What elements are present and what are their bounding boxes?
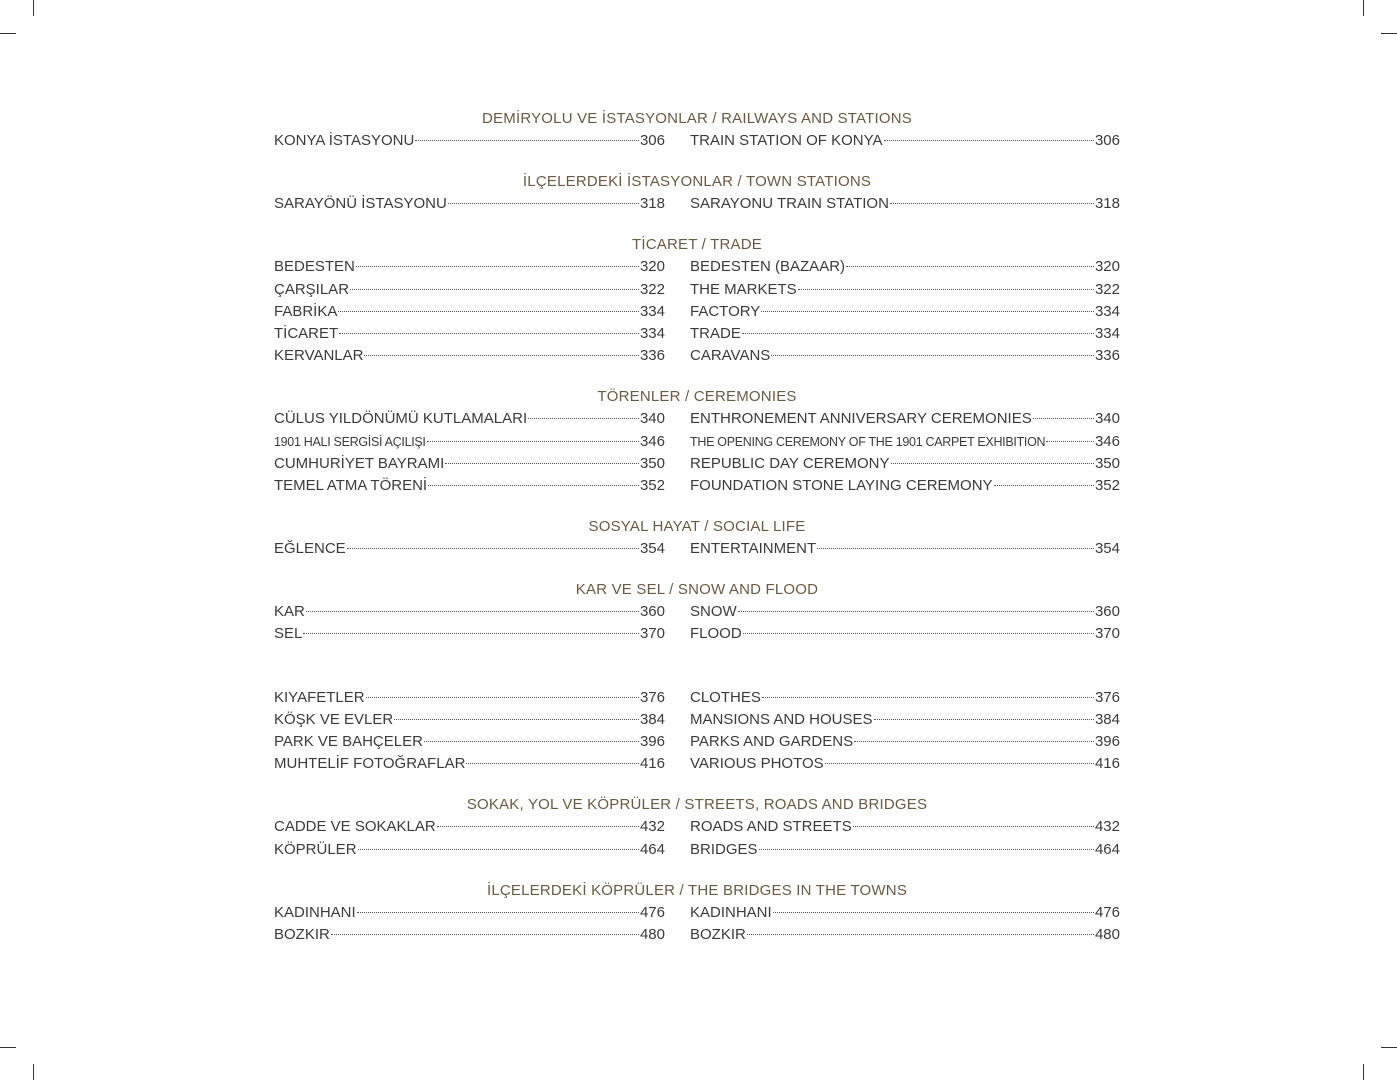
toc-section bbox=[274, 386, 1120, 497]
entry-label: CLOTHES bbox=[690, 688, 761, 706]
entry-label: ÇARŞILAR bbox=[274, 280, 350, 298]
dot-leader bbox=[759, 848, 1094, 850]
page-number: 416 bbox=[639, 755, 665, 773]
page-number: 318 bbox=[639, 195, 665, 213]
page-number: 384 bbox=[639, 710, 665, 728]
entry-label: KERVANLAR bbox=[274, 347, 364, 365]
toc-row bbox=[274, 538, 1120, 560]
dot-leader bbox=[994, 484, 1094, 486]
section-heading bbox=[274, 665, 1120, 687]
dot-leader bbox=[331, 933, 639, 935]
entry-label: PARK VE BAHÇELER bbox=[274, 733, 423, 750]
toc-row bbox=[274, 453, 1120, 475]
toc-entry-turkish bbox=[274, 453, 665, 475]
toc-entry-english bbox=[690, 731, 1120, 753]
dot-leader bbox=[437, 825, 639, 827]
crop-mark bbox=[1363, 0, 1364, 16]
dot-leader bbox=[424, 740, 639, 742]
dot-leader bbox=[817, 547, 1094, 549]
toc-row bbox=[274, 193, 1120, 215]
entry-label: SARAYÖNÜ İSTASYONU bbox=[274, 195, 447, 213]
toc-entry-english bbox=[690, 902, 1120, 924]
toc-entry-turkish bbox=[274, 279, 665, 301]
section-heading: KAR VE SEL / SNOW AND FLOOD bbox=[575, 581, 819, 599]
toc-entry-english bbox=[690, 193, 1120, 215]
toc-row bbox=[274, 709, 1120, 731]
entry-label: TRADE bbox=[690, 324, 741, 342]
crop-mark bbox=[33, 0, 34, 16]
entry-label: PARKS AND GARDENS bbox=[690, 733, 854, 750]
entry-label: KONYA İSTASYONU bbox=[274, 132, 415, 149]
toc-row bbox=[274, 345, 1120, 367]
dot-leader bbox=[366, 696, 639, 698]
page-number: 334 bbox=[639, 302, 665, 320]
toc-entry-turkish bbox=[274, 731, 665, 753]
dot-leader bbox=[890, 202, 1094, 204]
toc-entry-english bbox=[690, 256, 1120, 278]
page-number: 352 bbox=[639, 476, 665, 494]
page-number: 432 bbox=[1094, 818, 1120, 836]
page-number: 432 bbox=[639, 818, 665, 836]
page-number: 396 bbox=[639, 733, 665, 750]
toc-entry-english bbox=[690, 345, 1120, 367]
page-number: 480 bbox=[639, 925, 665, 943]
toc-entry-turkish bbox=[274, 256, 665, 278]
dot-leader bbox=[743, 632, 1094, 634]
toc-row bbox=[274, 301, 1120, 323]
page-number: 370 bbox=[639, 625, 665, 643]
toc-entry-english bbox=[690, 709, 1120, 731]
toc-entry-english bbox=[690, 687, 1120, 709]
entry-label: CARAVANS bbox=[690, 347, 771, 365]
entry-label: SEL bbox=[274, 625, 303, 643]
entry-label: EĞLENCE bbox=[274, 540, 346, 558]
toc-row bbox=[274, 130, 1120, 152]
entry-label: THE OPENING CEREMONY OF THE 1901 CARPET EXHIBITION bbox=[690, 434, 1046, 449]
toc-entry-english bbox=[690, 538, 1120, 560]
entry-label: 1901 HALI SERGİSİ AÇILIŞI bbox=[274, 434, 426, 449]
toc-entry-turkish bbox=[274, 816, 665, 838]
dot-leader bbox=[394, 718, 639, 720]
toc-entry-turkish bbox=[274, 839, 665, 861]
dot-leader bbox=[528, 417, 639, 419]
dot-leader bbox=[742, 332, 1094, 334]
page-number: 334 bbox=[1094, 302, 1120, 320]
toc-section bbox=[274, 665, 1120, 776]
dot-leader bbox=[339, 332, 639, 334]
page-number: 384 bbox=[1094, 710, 1120, 728]
crop-mark bbox=[1381, 33, 1397, 34]
toc-entry-turkish bbox=[274, 345, 665, 367]
toc-section bbox=[274, 579, 1120, 645]
toc-section bbox=[274, 794, 1120, 860]
toc-row bbox=[274, 902, 1120, 924]
entry-label: VARIOUS PHOTOS bbox=[690, 755, 824, 773]
toc-entry-turkish bbox=[274, 408, 665, 430]
entry-label: FOUNDATION STONE LAYING CEREMONY bbox=[690, 476, 993, 494]
dot-leader bbox=[448, 202, 639, 204]
dot-leader bbox=[846, 265, 1094, 267]
page-number: 352 bbox=[1094, 476, 1120, 494]
entry-label: BOZKIR bbox=[274, 925, 330, 943]
toc-entry-turkish bbox=[274, 601, 665, 623]
section-heading: DEMİRYOLU VE İSTASYONLAR / RAILWAYS AND STATIONS bbox=[482, 110, 912, 127]
toc-entry-english bbox=[690, 753, 1120, 775]
entry-label: BRIDGES bbox=[690, 840, 758, 858]
entry-label: MUHTELİF FOTOĞRAFLAR bbox=[274, 755, 466, 773]
page-number: 354 bbox=[1094, 540, 1120, 558]
toc-row bbox=[274, 753, 1120, 775]
entry-label: FACTORY bbox=[690, 302, 761, 320]
dot-leader bbox=[338, 310, 639, 312]
toc-entry-english bbox=[690, 816, 1120, 838]
toc-row bbox=[274, 623, 1120, 645]
entry-label: KÖPRÜLER bbox=[274, 840, 357, 858]
toc-entry-english bbox=[690, 623, 1120, 645]
toc-row bbox=[274, 408, 1120, 430]
dot-leader bbox=[747, 933, 1094, 935]
page-number: 360 bbox=[1094, 603, 1120, 621]
entry-label: KÖŞK VE EVLER bbox=[274, 710, 394, 728]
dot-leader bbox=[853, 825, 1094, 827]
toc-entry-turkish bbox=[274, 902, 665, 924]
page-number: 334 bbox=[1094, 324, 1120, 342]
dot-leader bbox=[1033, 417, 1094, 419]
page-number: 322 bbox=[1094, 280, 1120, 298]
page-number: 360 bbox=[639, 603, 665, 621]
dot-leader bbox=[428, 484, 639, 486]
crop-mark bbox=[1363, 1064, 1364, 1080]
entry-label: ENTERTAINMENT bbox=[690, 540, 817, 558]
page-number: 376 bbox=[1094, 688, 1120, 706]
page-number: 320 bbox=[639, 258, 665, 276]
page-number: 340 bbox=[639, 410, 665, 428]
page-number: 334 bbox=[639, 324, 665, 342]
toc-row bbox=[274, 839, 1120, 861]
entry-label: FLOOD bbox=[690, 625, 742, 643]
entry-label: SNOW bbox=[690, 603, 737, 621]
page-number: 346 bbox=[1094, 432, 1120, 450]
dot-leader bbox=[854, 740, 1094, 742]
entry-label: CADDE VE SOKAKLAR bbox=[274, 818, 436, 836]
page-number: 350 bbox=[1094, 454, 1120, 472]
entry-label: TRAIN STATION OF KONYA bbox=[690, 132, 883, 149]
toc-row bbox=[274, 279, 1120, 301]
dot-leader bbox=[358, 848, 639, 850]
section-heading: İLÇELERDEKİ İSTASYONLAR / TOWN STATIONS bbox=[522, 173, 872, 191]
toc-section bbox=[274, 234, 1120, 367]
toc-entry-turkish bbox=[274, 709, 665, 731]
page-number: 370 bbox=[1094, 625, 1120, 643]
toc-entry-english bbox=[690, 431, 1120, 453]
entry-label: REPUBLIC DAY CEREMONY bbox=[690, 454, 890, 472]
page-number: 322 bbox=[639, 280, 665, 298]
toc-row bbox=[274, 816, 1120, 838]
entry-label: TEMEL ATMA TÖRENİ bbox=[274, 476, 428, 494]
dot-leader bbox=[415, 139, 639, 141]
toc-row bbox=[274, 601, 1120, 623]
dot-leader bbox=[303, 632, 639, 634]
toc-entry-turkish bbox=[274, 924, 665, 946]
page-number: 320 bbox=[1094, 258, 1120, 276]
page-number: 476 bbox=[1094, 903, 1120, 921]
toc-section bbox=[274, 171, 1120, 215]
toc-entry-english bbox=[690, 279, 1120, 301]
toc-entry-english bbox=[690, 323, 1120, 345]
section-heading: SOKAK, YOL VE KÖPRÜLER / STREETS, ROADS AND BRIDGES bbox=[466, 796, 928, 814]
toc-entry-turkish bbox=[274, 753, 665, 775]
page-number: 350 bbox=[639, 454, 665, 472]
page-number: 306 bbox=[639, 132, 665, 149]
toc-entry-turkish bbox=[274, 431, 665, 453]
entry-label: FABRİKA bbox=[274, 302, 338, 320]
toc-row bbox=[274, 475, 1120, 497]
toc-entry-english bbox=[690, 924, 1120, 946]
dot-leader bbox=[356, 265, 639, 267]
dot-leader bbox=[798, 288, 1094, 290]
dot-leader bbox=[350, 288, 639, 290]
toc-entry-turkish bbox=[274, 130, 665, 152]
dot-leader bbox=[884, 139, 1094, 141]
section-heading: TİCARET / TRADE bbox=[632, 236, 762, 254]
toc-row bbox=[274, 431, 1120, 453]
entry-label: SARAYONU TRAIN STATION bbox=[690, 195, 889, 213]
entry-label: CUMHURİYET BAYRAMI bbox=[274, 454, 445, 472]
entry-label: KADINHANI bbox=[274, 903, 356, 921]
toc-entry-english bbox=[690, 408, 1120, 430]
toc-entry-turkish bbox=[274, 301, 665, 323]
page-number: 318 bbox=[1094, 195, 1120, 213]
toc-row bbox=[274, 256, 1120, 278]
toc-entry-english bbox=[690, 130, 1120, 152]
dot-leader bbox=[825, 762, 1094, 764]
dot-leader bbox=[466, 762, 639, 764]
toc-row bbox=[274, 323, 1120, 345]
entry-label: ROADS AND STREETS bbox=[690, 818, 852, 836]
crop-mark bbox=[1381, 1047, 1397, 1048]
dot-leader bbox=[1046, 440, 1094, 442]
entry-label: THE MARKETS bbox=[690, 280, 797, 298]
crop-mark bbox=[33, 1064, 34, 1080]
page-number: 416 bbox=[1094, 755, 1120, 773]
toc-entry-turkish bbox=[274, 475, 665, 497]
dot-leader bbox=[762, 696, 1094, 698]
page-number: 376 bbox=[639, 688, 665, 706]
toc-section bbox=[274, 108, 1120, 152]
crop-mark bbox=[0, 1047, 16, 1048]
dot-leader bbox=[761, 310, 1094, 312]
page-number: 346 bbox=[639, 432, 665, 450]
dot-leader bbox=[874, 718, 1094, 720]
dot-leader bbox=[891, 462, 1094, 464]
page-number: 354 bbox=[639, 540, 665, 558]
page-number: 336 bbox=[1094, 347, 1120, 365]
entry-label: TİCARET bbox=[274, 324, 339, 342]
toc-row bbox=[274, 731, 1120, 753]
crop-mark bbox=[0, 33, 16, 34]
dot-leader bbox=[738, 610, 1094, 612]
page-number: 464 bbox=[1094, 840, 1120, 858]
entry-label: ENTHRONEMENT ANNIVERSARY CEREMONIES bbox=[690, 410, 1032, 428]
toc-entry-turkish bbox=[274, 623, 665, 645]
toc-section bbox=[274, 880, 1120, 946]
toc-section bbox=[274, 516, 1120, 560]
page-number: 336 bbox=[639, 347, 665, 365]
entry-label: KAR bbox=[274, 603, 305, 621]
dot-leader bbox=[364, 354, 638, 356]
dot-leader bbox=[347, 547, 639, 549]
section-heading: SOSYAL HAYAT / SOCIAL LIFE bbox=[588, 518, 806, 536]
toc-entry-english bbox=[690, 301, 1120, 323]
entry-label: BOZKIR bbox=[690, 925, 746, 943]
dot-leader bbox=[357, 911, 639, 913]
entry-label: KADINHANI bbox=[690, 903, 772, 921]
dot-leader bbox=[773, 911, 1094, 913]
page-number: 306 bbox=[1094, 132, 1120, 149]
toc-entry-turkish bbox=[274, 687, 665, 709]
toc-row bbox=[274, 924, 1120, 946]
page-number: 480 bbox=[1094, 925, 1120, 943]
entry-label: KIYAFETLER bbox=[274, 688, 365, 706]
section-heading: TÖRENLER / CEREMONIES bbox=[597, 388, 797, 406]
dot-leader bbox=[427, 440, 639, 442]
toc-entry-english bbox=[690, 839, 1120, 861]
toc-entry-english bbox=[690, 601, 1120, 623]
page-number: 464 bbox=[639, 840, 665, 858]
toc-entry-turkish bbox=[274, 193, 665, 215]
toc-entry-turkish bbox=[274, 538, 665, 560]
dot-leader bbox=[445, 462, 639, 464]
page-number: 340 bbox=[1094, 410, 1120, 428]
section-heading: İLÇELERDEKİ KÖPRÜLER / THE BRIDGES IN THE TOWNS bbox=[486, 881, 908, 899]
entry-label: MANSIONS AND HOUSES bbox=[690, 710, 873, 728]
entry-label: BEDESTEN bbox=[274, 258, 355, 276]
toc-row bbox=[274, 687, 1120, 709]
page-number: 476 bbox=[639, 903, 665, 921]
dot-leader bbox=[306, 610, 639, 612]
toc-entry-english bbox=[690, 475, 1120, 497]
toc-entry-english bbox=[690, 453, 1120, 475]
entry-label: BEDESTEN (BAZAAR) bbox=[690, 258, 846, 276]
table-of-contents bbox=[274, 108, 1120, 946]
page-number: 396 bbox=[1094, 733, 1120, 750]
entry-label: CÜLUS YILDÖNÜMÜ KUTLAMALARI bbox=[274, 410, 528, 428]
dot-leader bbox=[771, 354, 1094, 356]
toc-entry-turkish bbox=[274, 323, 665, 345]
